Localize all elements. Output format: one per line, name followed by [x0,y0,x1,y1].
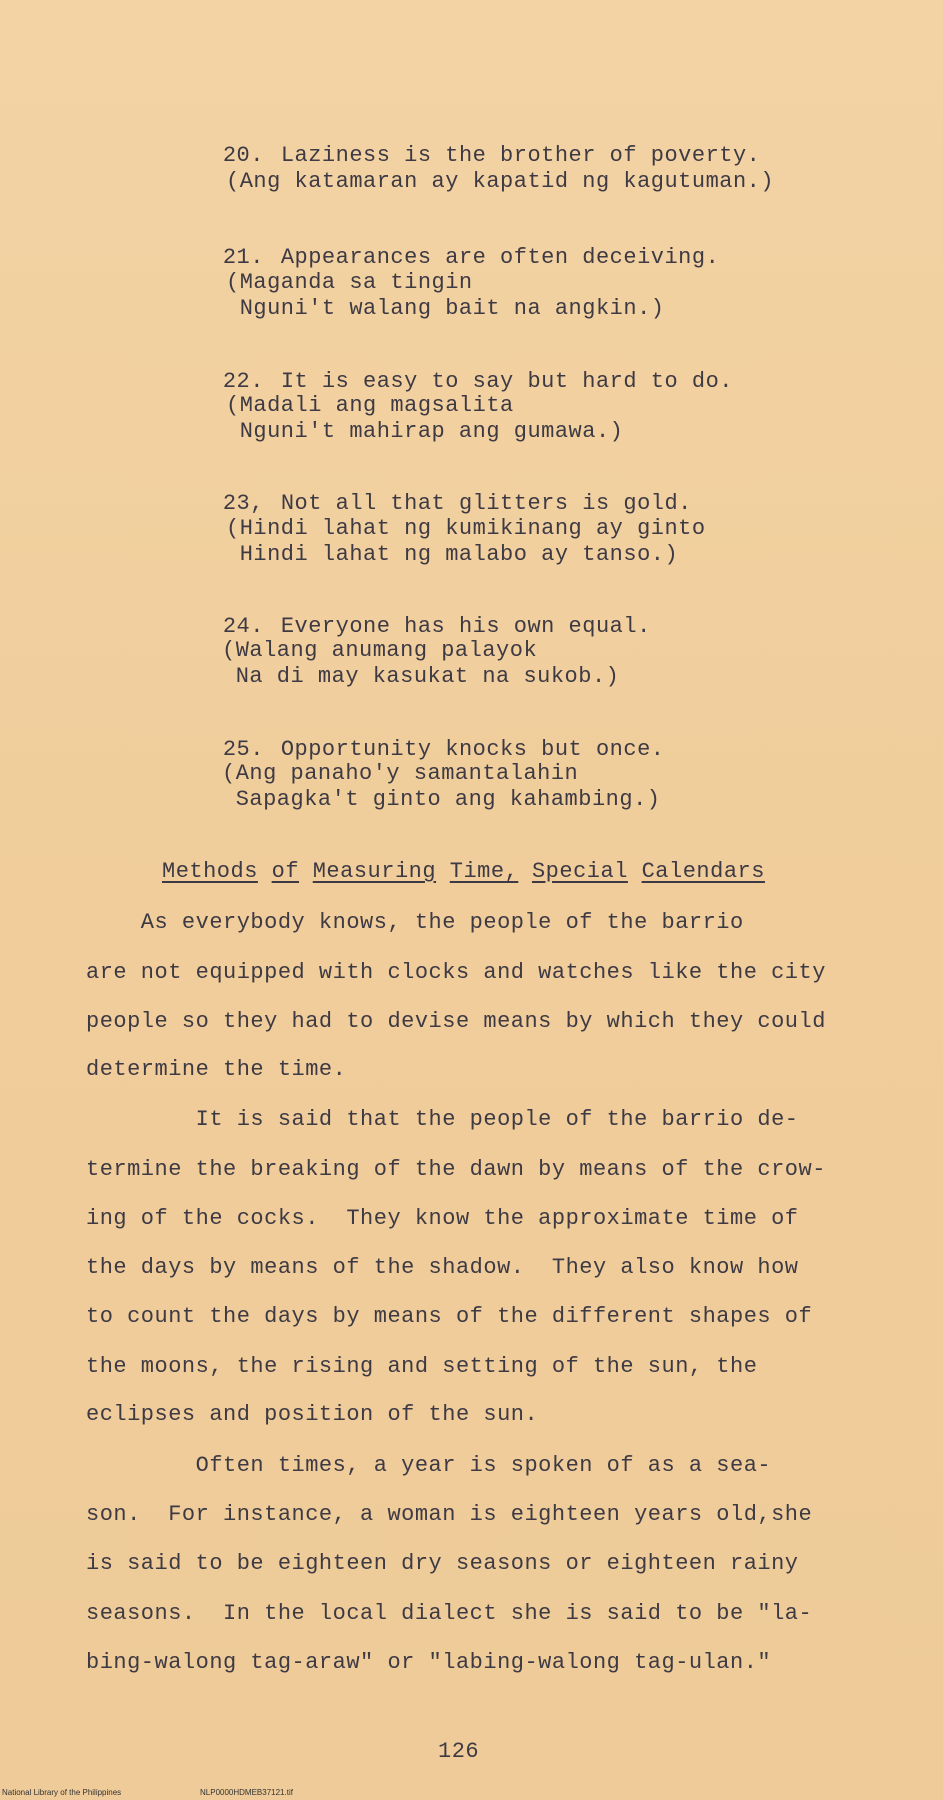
archive-footer-right: NLP0000HDMEB37121.tif [200,1788,293,1797]
body-line: the days by means of the shadow. They also know how [86,1255,799,1280]
heading-word: Time, [449,859,519,884]
body-line: people so they had to devise means by which they could [86,1009,826,1034]
proverb-number: 20. [222,143,264,168]
archive-footer-left: National Library of the Philippines [2,1788,122,1797]
proverb-tagalog: Hindi lahat ng malabo ay tanso.) [226,542,679,567]
heading-word: Measuring [312,859,437,884]
page-number: 126 [438,1739,480,1764]
body-line: determine the time. [86,1057,347,1082]
body-line: the moons, the rising and setting of the sun, the [86,1354,758,1379]
heading-word: Methods [162,859,258,884]
proverb-number: 21. [222,245,264,270]
proverb-english: Opportunity knocks but once. [280,737,665,762]
body-line: seasons. In the local dialect she is said to be "la- [86,1601,813,1626]
proverb-english: Not all that glitters is gold. [280,491,692,516]
proverb-tagalog: (Maganda sa tingin [226,270,473,295]
body-line: It is said that the people of the barrio de- [86,1107,799,1132]
proverb-tagalog: Nguni't walang bait na angkin.) [226,296,665,321]
body-line: As everybody knows, the people of the barrio [86,910,744,935]
body-line: ing of the cocks. They know the approximate time of [86,1206,799,1231]
proverb-tagalog: (Ang panaho'y samantalahin [222,761,579,786]
body-line: Often times, a year is spoken of as a sea- [86,1453,772,1478]
body-line: is said to be eighteen dry seasons or eighteen rainy [86,1551,799,1576]
proverb-tagalog: Sapagka't ginto ang kahambing.) [222,787,661,812]
proverb-tagalog: (Walang anumang palayok [222,638,538,663]
heading-word: of [271,859,300,884]
body-line: eclipses and position of the sun. [86,1402,539,1427]
body-line: son. For instance, a woman is eighteen years old,she [86,1502,813,1527]
heading-word: Calendars [641,859,765,884]
proverb-number: 24. [222,614,264,639]
body-line: to count the days by means of the different shapes of [86,1304,813,1329]
proverb-english: Appearances are often deceiving. [280,245,720,270]
proverb-number: 23, [222,491,264,516]
proverb-english: It is easy to say but hard to do. [280,369,733,394]
proverb-tagalog: (Ang katamaran ay kapatid ng kagutuman.) [226,169,775,194]
proverb-english: Laziness is the brother of poverty. [280,143,761,168]
proverb-tagalog: Na di may kasukat na sukob.) [222,664,620,689]
section-heading [162,859,765,884]
proverb-number: 25. [222,737,264,762]
proverb-tagalog: (Hindi lahat ng kumikinang ay ginto [226,516,706,541]
body-line: bing-walong tag-araw" or "labing-walong tag-ulan." [86,1650,772,1675]
proverb-tagalog: (Madali ang magsalita [226,393,514,418]
body-line: termine the breaking of the dawn by means of the crow- [86,1157,826,1182]
proverb-number: 22. [222,369,264,394]
proverb-tagalog: Nguni't mahirap ang gumawa.) [226,419,624,444]
heading-word: Special [531,859,628,884]
body-line: are not equipped with clocks and watches like the city [86,960,826,985]
proverb-english: Everyone has his own equal. [280,614,651,639]
